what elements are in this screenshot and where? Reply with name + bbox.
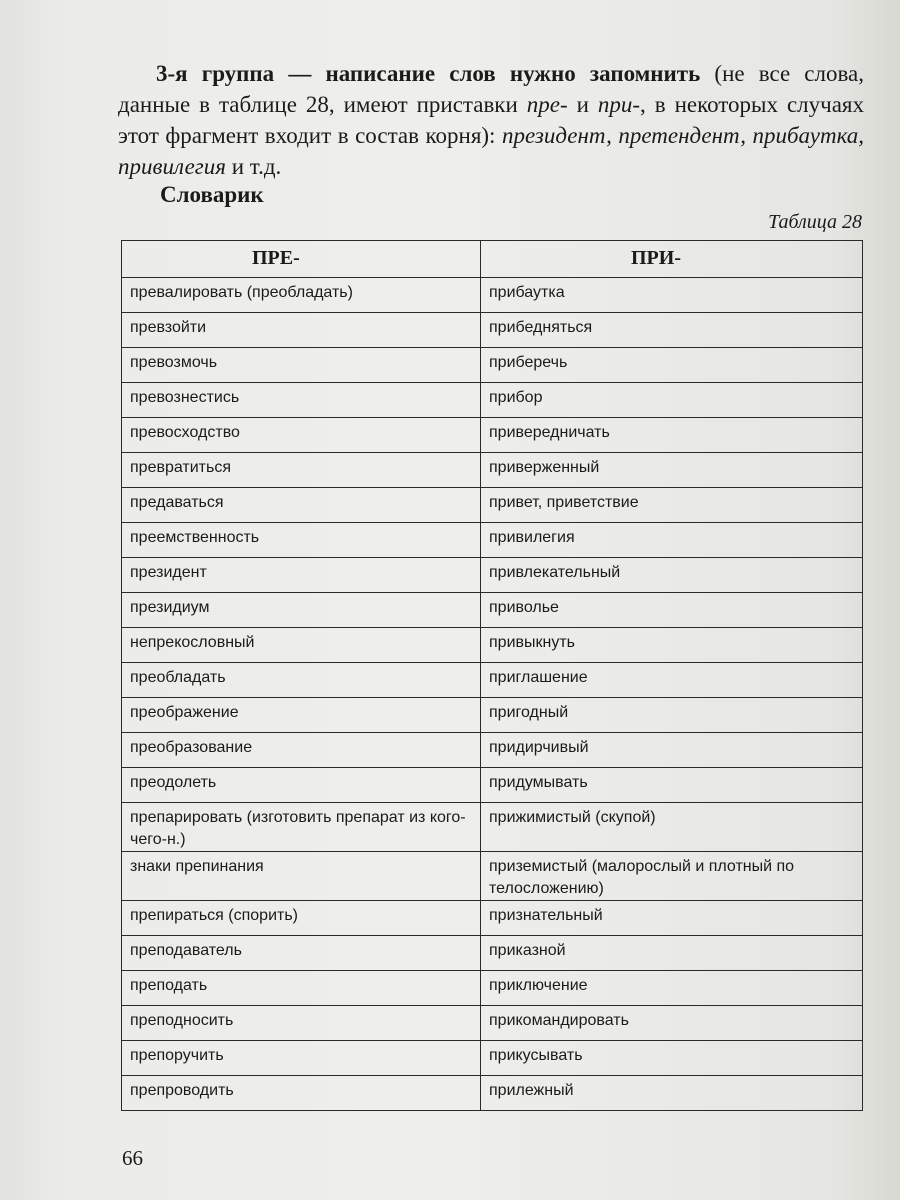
table-caption: Таблица 28: [768, 211, 862, 233]
pre-word-cell: предаваться: [122, 488, 481, 523]
pri-word-cell: прилежный: [481, 1076, 863, 1111]
table-row: [122, 418, 863, 453]
pri-word-cell: приказной: [481, 936, 863, 971]
table-row: [122, 558, 863, 593]
table-row: [122, 1006, 863, 1041]
pri-word-cell: прикомандировать: [481, 1006, 863, 1041]
table-row: [122, 803, 863, 852]
table-body: [122, 278, 863, 1111]
pri-word-cell: прибор: [481, 383, 863, 418]
pre-word-cell: преподносить: [122, 1006, 481, 1041]
pre-word-cell: препоручить: [122, 1041, 481, 1076]
pre-word-cell: преображение: [122, 698, 481, 733]
table-row: [122, 698, 863, 733]
pri-word-cell: прикусывать: [481, 1041, 863, 1076]
pre-word-cell: препроводить: [122, 1076, 481, 1111]
table-row: [122, 768, 863, 803]
intro-and: и: [567, 92, 598, 117]
pri-word-cell: приключение: [481, 971, 863, 1006]
column-header-pri: ПРИ-: [481, 241, 863, 278]
table-row: [122, 278, 863, 313]
pri-word-cell: приглашение: [481, 663, 863, 698]
pre-word-cell: превосходство: [122, 418, 481, 453]
table-row: [122, 313, 863, 348]
pre-word-cell: преемственность: [122, 523, 481, 558]
pre-word-cell: превратиться: [122, 453, 481, 488]
table-row: [122, 593, 863, 628]
table-row: [122, 733, 863, 768]
pri-word-cell: придирчивый: [481, 733, 863, 768]
table-row: [122, 1076, 863, 1111]
pri-word-cell: приберечь: [481, 348, 863, 383]
intro-pri-italic: при-: [597, 92, 641, 117]
page-number: 66: [122, 1146, 143, 1170]
table-row: [122, 488, 863, 523]
pri-word-cell: привилегия: [481, 523, 863, 558]
pre-word-cell: преодолеть: [122, 768, 481, 803]
pre-word-cell: знаки препинания: [122, 852, 481, 901]
dictionary-table: [121, 240, 863, 1111]
column-header-pre: ПРЕ-: [122, 241, 481, 278]
table-row: [122, 901, 863, 936]
intro-text-2: , в некоторых случаях этот фрагмент входит в состав корня):: [118, 92, 865, 148]
pre-word-cell: президент: [122, 558, 481, 593]
pre-word-cell: преобразование: [122, 733, 481, 768]
pre-word-cell: непрекословный: [122, 628, 481, 663]
pri-word-cell: придумывать: [481, 768, 863, 803]
intro-tail: и т.д.: [225, 154, 282, 179]
intro-examples-italic: президент, претендент, прибаутка, привилегия: [118, 123, 865, 179]
table-row: [122, 523, 863, 558]
pre-word-cell: превозмочь: [122, 348, 481, 383]
pri-word-cell: приволье: [481, 593, 863, 628]
pri-word-cell: признательный: [481, 901, 863, 936]
pre-word-cell: препираться (спорить): [122, 901, 481, 936]
table-row: [122, 971, 863, 1006]
pri-word-cell: привыкнуть: [481, 628, 863, 663]
table-row: [122, 628, 863, 663]
pre-word-cell: препарировать (изготовить препарат из кого-чего-н.): [122, 803, 481, 852]
table-row: [122, 936, 863, 971]
pri-word-cell: приземистый (малорослый и плотный по телосложению): [481, 852, 863, 901]
pre-word-cell: превалировать (преобладать): [122, 278, 481, 313]
pre-word-cell: превознестись: [122, 383, 481, 418]
table-row: [122, 453, 863, 488]
table-header-row: [122, 241, 863, 278]
section-heading: Словарик: [160, 182, 264, 207]
pre-word-cell: президиум: [122, 593, 481, 628]
pri-word-cell: привет, приветствие: [481, 488, 863, 523]
pre-word-cell: преподаватель: [122, 936, 481, 971]
table-row: [122, 348, 863, 383]
intro-text-1: (не все слова, данные в таблице 28, имеют приставки: [118, 61, 864, 117]
pre-word-cell: преобладать: [122, 663, 481, 698]
intro-paragraph: [118, 58, 864, 182]
pri-word-cell: прижимистый (скупой): [481, 803, 863, 852]
intro-pre-italic: пре-: [526, 92, 568, 117]
pri-word-cell: привлекательный: [481, 558, 863, 593]
pre-word-cell: преподать: [122, 971, 481, 1006]
pri-word-cell: приверженный: [481, 453, 863, 488]
table-row: [122, 852, 863, 901]
table-row: [122, 1041, 863, 1076]
pri-word-cell: пригодный: [481, 698, 863, 733]
table-row: [122, 663, 863, 698]
pre-word-cell: превзойти: [122, 313, 481, 348]
pri-word-cell: привередничать: [481, 418, 863, 453]
pri-word-cell: прибаутка: [481, 278, 863, 313]
pri-word-cell: прибедняться: [481, 313, 863, 348]
intro-lead-bold: 3-я группа — написание слов нужно запомнить: [156, 61, 701, 86]
table-row: [122, 383, 863, 418]
